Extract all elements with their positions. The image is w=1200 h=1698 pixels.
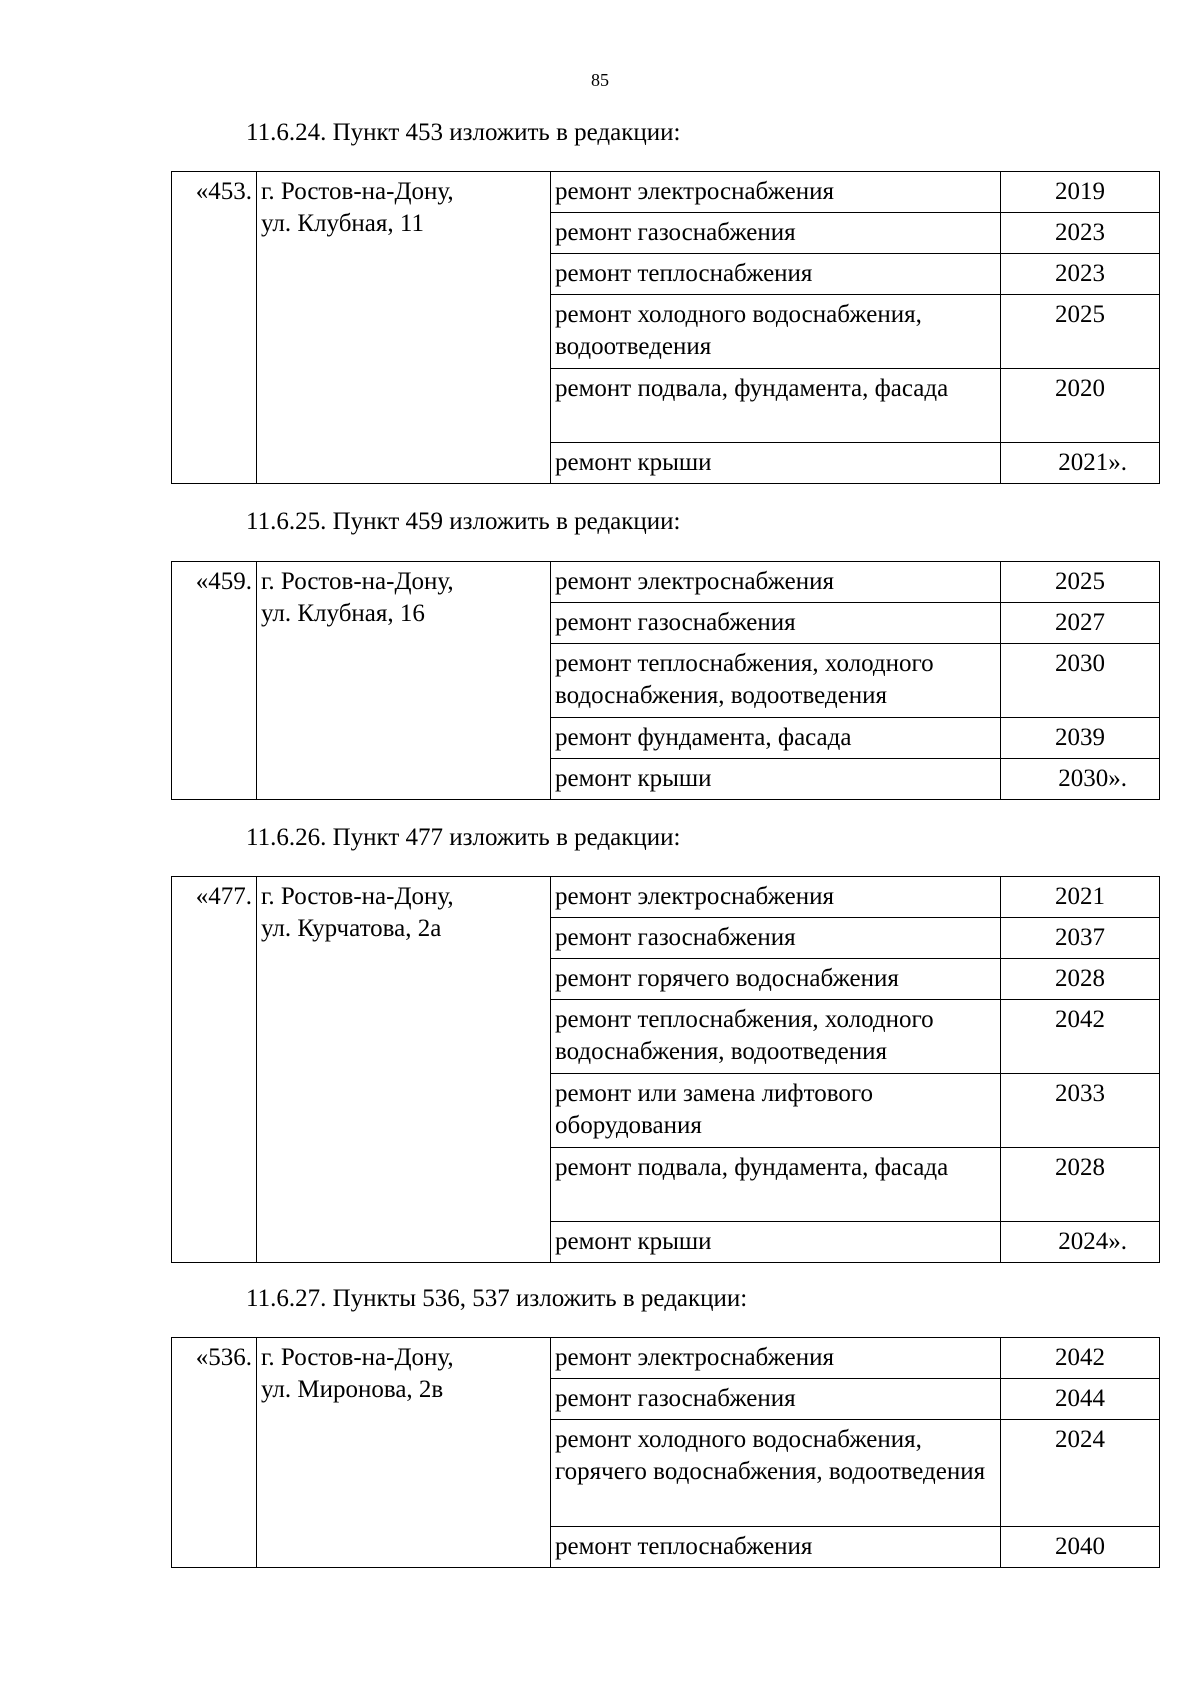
- work-type: ремонт фундамента, фасада: [551, 718, 1001, 759]
- item-number: «459.: [172, 562, 257, 800]
- amendment-table-459: [171, 561, 1160, 800]
- work-type: ремонт теплоснабжения: [551, 254, 1001, 295]
- work-type: ремонт крыши: [551, 1222, 1001, 1263]
- work-type: ремонт газоснабжения: [551, 213, 1001, 254]
- work-year: 2023: [1001, 254, 1160, 295]
- work-type: ремонт теплоснабжения: [551, 1527, 1001, 1568]
- address-cell: [257, 172, 551, 484]
- work-type: ремонт подвала, фундамента, фасада: [551, 1148, 1001, 1222]
- item-number: «536.: [172, 1338, 257, 1568]
- work-type: ремонт горячего водоснабжения: [551, 959, 1001, 1000]
- work-type: ремонт холодного водоснабжения, водоотведения: [551, 295, 1001, 369]
- work-type: ремонт газоснабжения: [551, 1379, 1001, 1420]
- work-year: 2025: [1001, 562, 1160, 603]
- item-number: «477.: [172, 877, 257, 1263]
- work-type: ремонт подвала, фундамента, фасада: [551, 369, 1001, 443]
- page-number: 85: [591, 70, 609, 90]
- work-year: 2030: [1001, 644, 1160, 718]
- table-row: [172, 172, 1160, 213]
- work-year: 2021».: [1001, 443, 1160, 484]
- address-city: г. Ростов-на-Дону,: [261, 178, 454, 205]
- work-year: 2024: [1001, 1420, 1160, 1527]
- work-type: ремонт электроснабжения: [551, 172, 1001, 213]
- work-year: 2027: [1001, 603, 1160, 644]
- work-year: 2019: [1001, 172, 1160, 213]
- work-type: ремонт теплоснабжения, холодного водоснабжения, водоотведения: [551, 1000, 1001, 1074]
- work-year: 2037: [1001, 918, 1160, 959]
- work-year: 2039: [1001, 718, 1160, 759]
- work-year: 2044: [1001, 1379, 1160, 1420]
- work-year: 2042: [1001, 1338, 1160, 1379]
- address-city: г. Ростов-на-Дону,: [261, 568, 454, 595]
- work-year: 2021: [1001, 877, 1160, 918]
- work-year: 2040: [1001, 1527, 1160, 1568]
- address-cell: [257, 877, 551, 1263]
- work-year: 2024».: [1001, 1222, 1160, 1263]
- item-number: «453.: [172, 172, 257, 484]
- address-street: ул. Миронова, 2в: [261, 1376, 444, 1403]
- section-heading-459: 11.6.25. Пункт 459 изложить в редакции:: [246, 508, 681, 535]
- table-row: [172, 877, 1160, 918]
- address-city: г. Ростов-на-Дону,: [261, 1344, 454, 1371]
- work-type: ремонт электроснабжения: [551, 1338, 1001, 1379]
- work-year: 2030».: [1001, 759, 1160, 800]
- work-type: ремонт или замена лифтового оборудования: [551, 1074, 1001, 1148]
- section-heading-536-537: 11.6.27. Пункты 536, 537 изложить в редакции:: [246, 1285, 748, 1312]
- address-cell: [257, 1338, 551, 1568]
- amendment-table-453: [171, 171, 1160, 484]
- work-type: ремонт электроснабжения: [551, 562, 1001, 603]
- amendment-table-536: [171, 1337, 1160, 1568]
- work-year: 2020: [1001, 369, 1160, 443]
- table-row: [172, 562, 1160, 603]
- work-year: 2042: [1001, 1000, 1160, 1074]
- work-type: ремонт газоснабжения: [551, 603, 1001, 644]
- address-city: г. Ростов-на-Дону,: [261, 883, 454, 910]
- address-cell: [257, 562, 551, 800]
- address-street: ул. Клубная, 16: [261, 600, 425, 627]
- work-type: ремонт крыши: [551, 443, 1001, 484]
- work-year: 2033: [1001, 1074, 1160, 1148]
- work-type: ремонт электроснабжения: [551, 877, 1001, 918]
- work-type: ремонт газоснабжения: [551, 918, 1001, 959]
- table-row: [172, 1338, 1160, 1379]
- amendment-table-477: [171, 876, 1160, 1263]
- work-type: ремонт крыши: [551, 759, 1001, 800]
- work-year: 2025: [1001, 295, 1160, 369]
- work-type: ремонт теплоснабжения, холодного водоснабжения, водоотведения: [551, 644, 1001, 718]
- address-street: ул. Клубная, 11: [261, 210, 424, 237]
- section-heading-453: 11.6.24. Пункт 453 изложить в редакции:: [246, 119, 681, 146]
- work-type: ремонт холодного водоснабжения, горячего водоснабжения, водоотведения: [551, 1420, 1001, 1527]
- section-heading-477: 11.6.26. Пункт 477 изложить в редакции:: [246, 824, 681, 851]
- work-year: 2028: [1001, 959, 1160, 1000]
- address-street: ул. Курчатова, 2а: [261, 915, 442, 942]
- work-year: 2023: [1001, 213, 1160, 254]
- work-year: 2028: [1001, 1148, 1160, 1222]
